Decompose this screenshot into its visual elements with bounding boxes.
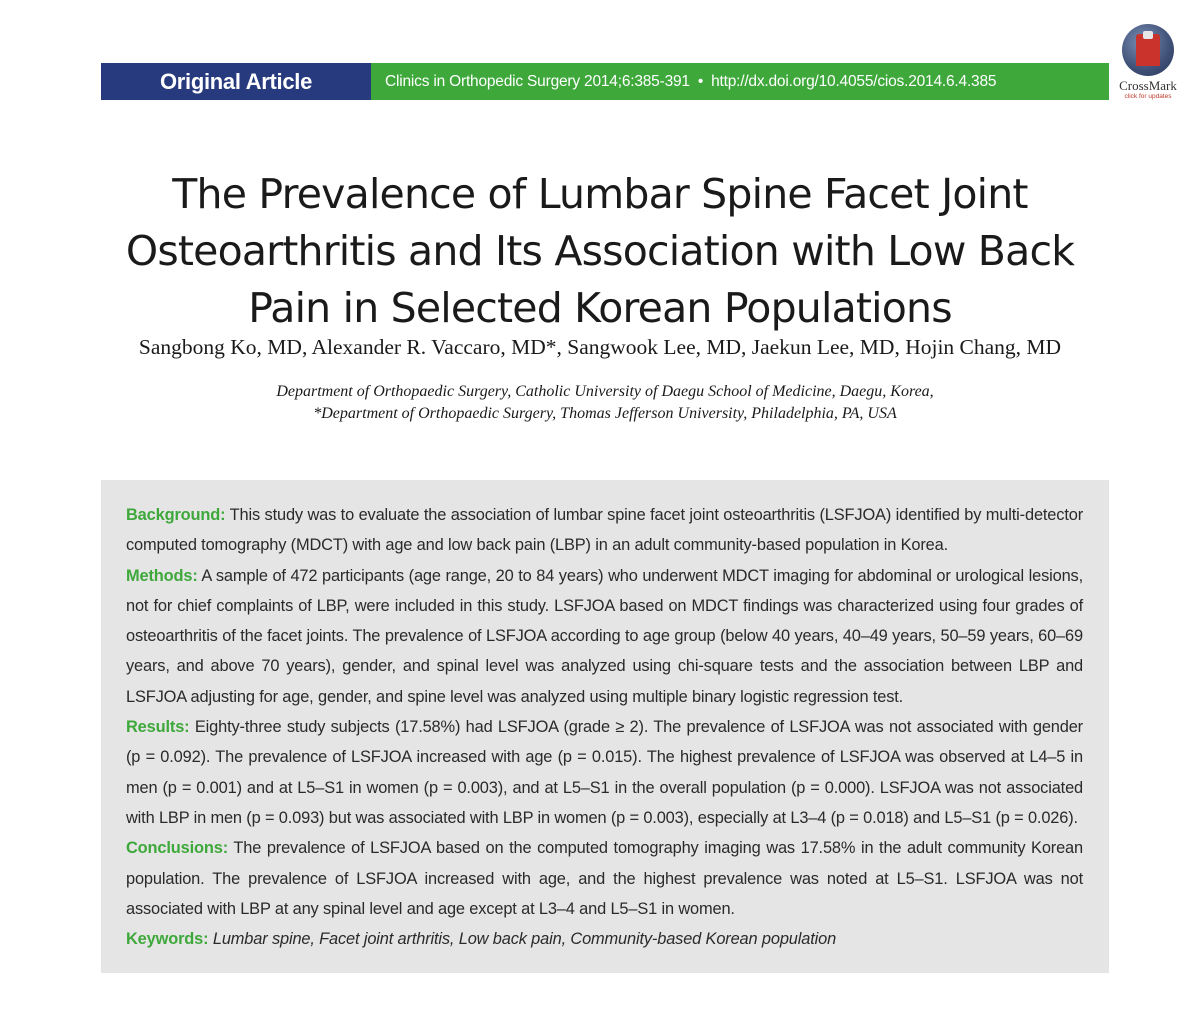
affiliation-line-1: Department of Orthopaedic Surgery, Catholic University of Daegu School of Medicine, Daegu, Korea,: [276, 383, 934, 400]
abstract-results: [126, 712, 1083, 833]
title-line-2: Osteoarthritis and Its Association with Low Back: [125, 227, 1075, 275]
abstract-methods: [126, 561, 1083, 712]
separator-bullet: •: [697, 72, 704, 90]
doi-link[interactable]: http://dx.doi.org/10.4055/cios.2014.6.4.385: [711, 72, 997, 90]
abstract-background: [126, 500, 1083, 561]
keywords-text: Lumbar spine, Facet joint arthritis, Low back pain, Community-based Korean population: [212, 930, 837, 949]
section-label: Original Article: [101, 63, 371, 100]
title-line-1: The Prevalence of Lumbar Spine Facet Joint: [172, 170, 1028, 218]
abstract-box: [101, 480, 1109, 973]
crossmark-icon: [1122, 24, 1174, 76]
journal-header-bar: [101, 63, 1109, 100]
journal-citation: Clinics in Orthopedic Surgery 2014;6:385-391: [385, 72, 690, 90]
methods-label: Methods:: [126, 566, 198, 585]
results-label: Results:: [126, 718, 190, 737]
abstract-keywords: [126, 924, 1083, 954]
abstract-conclusions: [126, 833, 1083, 924]
affiliation-line-2: *Department of Orthopaedic Surgery, Thomas Jefferson University, Philadelphia, PA, USA: [313, 405, 897, 422]
crossmark-sublabel: click for updates: [1124, 93, 1172, 100]
background-text: This study was to evaluate the association of lumbar spine facet joint osteoarthritis (LSFJOA) identified by multi-detector computed tomography (MDCT) with age and low back pain (LBP) in an adult community-based population in Korea.: [126, 506, 1083, 555]
title-line-3: Pain in Selected Korean Populations: [248, 284, 952, 332]
background-label: Background:: [126, 506, 226, 524]
article-title: [60, 166, 1140, 337]
conclusions-label: Conclusions:: [126, 839, 229, 858]
conclusions-text: The prevalence of LSFJOA based on the computed tomography imaging was 17.58% in the adult community Korean population. The prevalence of LSFJOA increased with age, and the highest prevalence was noted at L5–S1. LSFJOA was not associated with LBP at any spinal level and age except at L3–4 and L5–S1 in women.: [126, 839, 1083, 918]
affiliations: [0, 381, 1200, 425]
results-text: Eighty-three study subjects (17.58%) had LSFJOA (grade ≥ 2). The prevalence of LSFJOA was not associated with gender (p = 0.092). The prevalence of LSFJOA increased with age (p = 0.015). The highest prevalence of LSFJOA was observed at L4–5 in men (p = 0.001) and at L5–S1 in women (p = 0.003), and at L5–S1 in the overall population (p = 0.000). LSFJOA was not associated with LBP in men (p = 0.093) but was associated with LBP in women (p = 0.003), especially at L3–4 (p = 0.018) and L5–S1 (p = 0.026).: [126, 718, 1083, 827]
methods-text: A sample of 472 participants (age range, 20 to 84 years) who underwent MDCT imaging for abdominal or urological lesions, not for chief complaints of LBP, were included in this study. LSFJOA based on MDCT findings was characterized using four grades of osteoarthritis of the facet joints. The prevalence of LSFJOA according to age group (below 40 years, 40–49 years, 50–59 years, 60–69 years, and above 70 years), gender, and spinal level was analyzed using chi-square tests and the association between LBP and LSFJOA adjusting for age, gender, and spine level was analyzed using multiple binary logistic regression test.: [126, 566, 1084, 706]
author-list: Sangbong Ko, MD, Alexander R. Vaccaro, MD*, Sangwook Lee, MD, Jaekun Lee, MD, Hojin Chang, MD: [138, 335, 1062, 359]
crossmark-label: CrossMark: [1119, 78, 1177, 93]
crossmark-badge[interactable]: [1112, 24, 1184, 104]
journal-info: [371, 63, 1109, 100]
keywords-label: Keywords:: [126, 930, 209, 949]
